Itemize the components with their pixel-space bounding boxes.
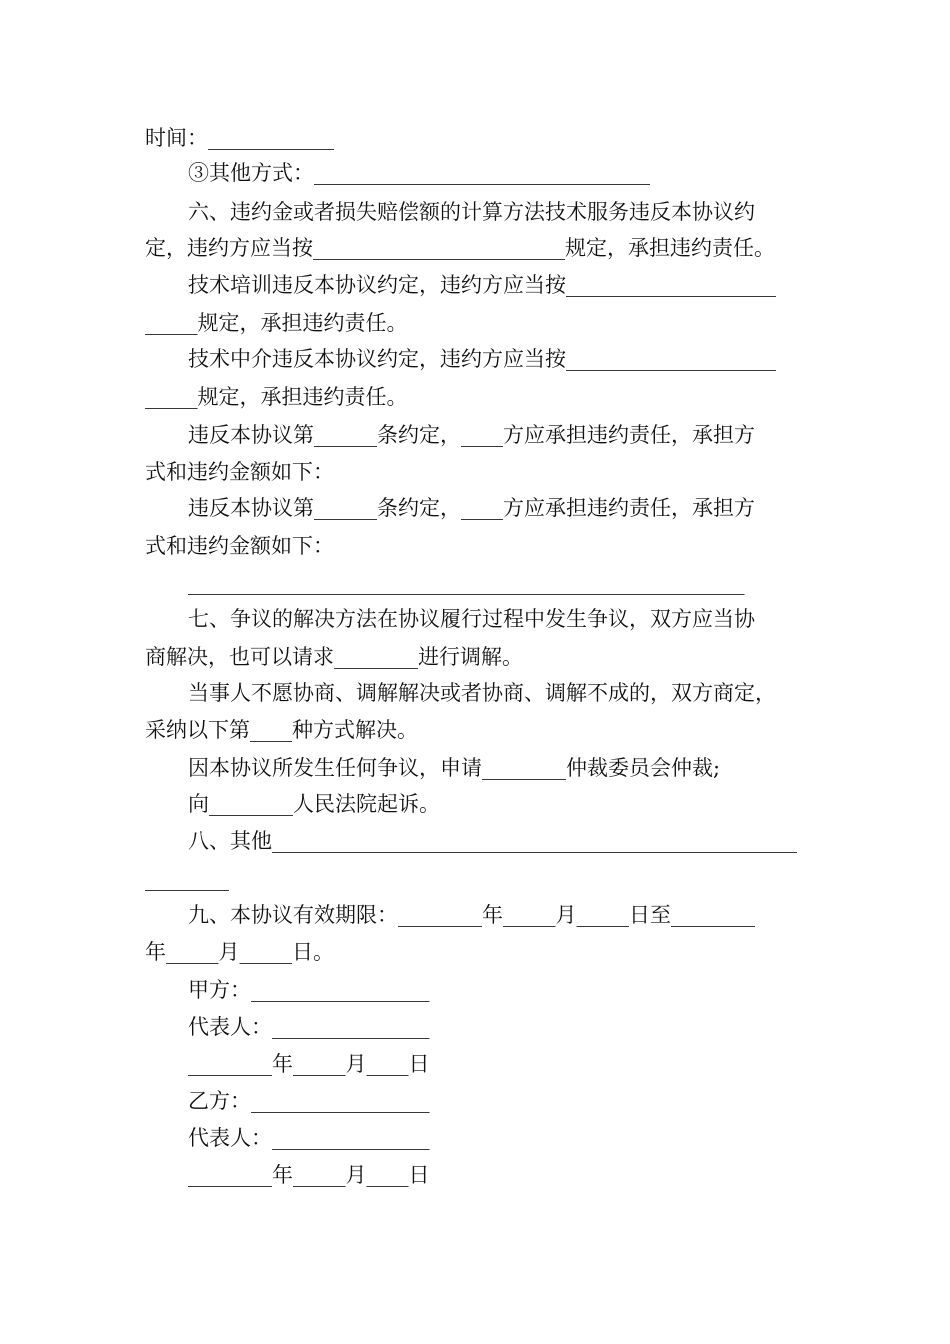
section-7-heading: 七、争议的解决方法在协议履行过程中发生争议，双方应当协 [188, 607, 755, 631]
party-a-date: ________年_____月____日 [188, 1052, 430, 1076]
section-9-cont: 年_____月_____日。 [145, 940, 334, 964]
other-method-line: ③其他方式：________________________________ [188, 161, 650, 185]
breach-clause-1: 违反本协议第______条约定，____方应承担违约责任，承担方 [188, 423, 755, 447]
intermediary-clause-cont: _____规定，承担违约责任。 [145, 385, 408, 409]
party-b-line: 乙方：_________________ [188, 1089, 430, 1113]
intermediary-clause: 技术中介违反本协议约定，违约方应当按____________________ [188, 347, 776, 371]
negotiation-clause: 当事人不愿协商、调解解决或者协商、调解不成的，双方商定， [188, 681, 776, 705]
breach-clause-2-cont: 式和违约金额如下： [145, 534, 334, 558]
section-8-heading: 八、其他__________________________________________________ [188, 829, 797, 853]
section-6-heading: 六、违约金或者损失赔偿额的计算方法技术服务违反本协议约 [188, 200, 755, 224]
negotiation-clause-cont: 采纳以下第____种方式解决。 [145, 718, 418, 742]
breach-clause-2: 违反本协议第______条约定，____方应承担违约责任，承担方 [188, 496, 755, 520]
training-clause-cont: _____规定，承担违约责任。 [145, 311, 408, 335]
section-7-text: 商解决，也可以请求________进行调解。 [145, 645, 523, 669]
blank-line: _____________________________________________________ [188, 571, 745, 595]
court-option: 向________人民法院起诉。 [188, 792, 440, 816]
party-b-representative: 代表人：_______________ [188, 1126, 430, 1150]
section-8-cont: ________ [145, 867, 229, 891]
time-line: 时间：____________ [145, 126, 334, 150]
breach-clause-1-cont: 式和违约金额如下： [145, 460, 334, 484]
party-b-date: ________年_____月____日 [188, 1163, 430, 1187]
section-6-text: 定，违约方应当按________________________规定，承担违约责任。 [145, 236, 775, 260]
arbitration-option: 因本协议所发生任何争议，申请________仲裁委员会仲裁; [188, 756, 721, 780]
party-a-line: 甲方：_________________ [188, 978, 430, 1002]
training-clause: 技术培训违反本协议约定，违约方应当按____________________ [188, 273, 776, 297]
party-a-representative: 代表人：_______________ [188, 1015, 430, 1039]
section-9-heading: 九、本协议有效期限：________年_____月_____日至________ [188, 903, 755, 927]
